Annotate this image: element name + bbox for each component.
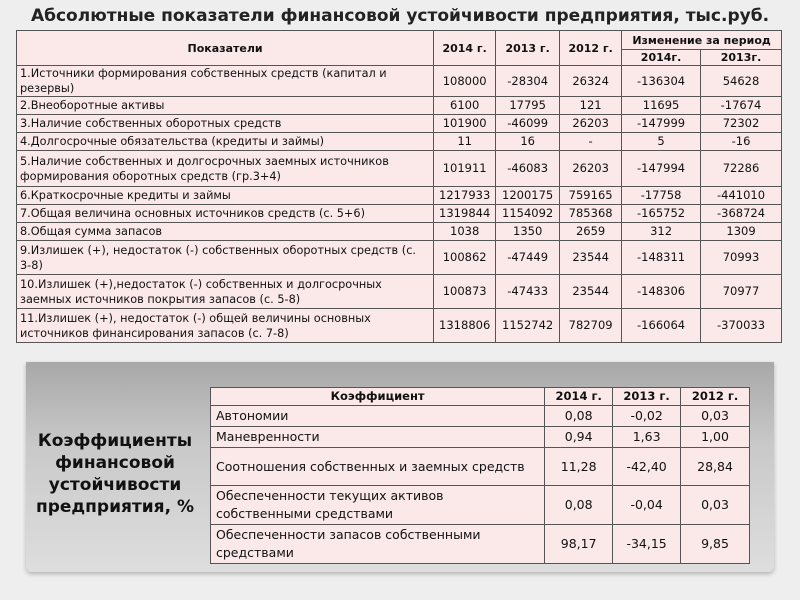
table-row — [211, 525, 750, 564]
table-row — [211, 427, 750, 448]
indicator-label: 1.Источники формирования собственных средств (капитал и резервы) — [17, 66, 434, 97]
value-cell: - — [560, 133, 622, 151]
value-cell: -16 — [701, 133, 782, 151]
header-indicator: Показатели — [17, 31, 434, 66]
value-cell: 1217933 — [434, 187, 496, 205]
header-change: Изменение за период — [622, 31, 782, 50]
value-cell: 1350 — [496, 223, 560, 241]
indicator-label: 2.Внеоборотные активы — [17, 97, 434, 115]
table-row — [211, 486, 750, 525]
table-row — [17, 66, 782, 97]
value-cell: 0,94 — [545, 427, 613, 448]
table-row — [17, 241, 782, 275]
value-cell: -166064 — [622, 309, 701, 343]
value-cell: 9,85 — [681, 525, 750, 564]
value-cell: 101911 — [434, 151, 496, 187]
value-cell: -28304 — [496, 66, 560, 97]
value-cell: -47449 — [496, 241, 560, 275]
value-cell: 11,28 — [545, 448, 613, 486]
value-cell: -47433 — [496, 275, 560, 309]
value-cell: 23544 — [560, 275, 622, 309]
indicator-label: 11.Излишек (+), недостаток (-) общей величины основных источников финансирования запасов (с. 7-8) — [17, 309, 434, 343]
value-cell: 100873 — [434, 275, 496, 309]
header-2012: 2012 г. — [560, 31, 622, 66]
value-cell: -34,15 — [613, 525, 681, 564]
value-cell: 17795 — [496, 97, 560, 115]
value-cell: -17674 — [701, 97, 782, 115]
value-cell: 100862 — [434, 241, 496, 275]
value-cell: -368724 — [701, 205, 782, 223]
indicator-label: 10.Излишек (+),недостаток (-) собственных и долгосрочных заемных источников покрытия запасов (с. 5-8) — [17, 275, 434, 309]
header-change-2013: 2013г. — [701, 50, 782, 66]
value-cell: 1,63 — [613, 427, 681, 448]
table-row — [17, 133, 782, 151]
value-cell: -441010 — [701, 187, 782, 205]
value-cell: -136304 — [622, 66, 701, 97]
coefficients-title: Коэффициенты финансовой устойчивости предприятия, % — [35, 431, 194, 517]
value-cell: 11 — [434, 133, 496, 151]
value-cell: 2659 — [560, 223, 622, 241]
value-cell: 1318806 — [434, 309, 496, 343]
value-cell: -46099 — [496, 115, 560, 133]
coefficient-label: Соотношения собственных и заемных средств — [211, 448, 545, 486]
table-row — [17, 309, 782, 343]
value-cell: -42,40 — [613, 448, 681, 486]
value-cell: 26324 — [560, 66, 622, 97]
indicator-label: 4.Долгосрочные обязательства (кредиты и займы) — [17, 133, 434, 151]
header-2013: 2013 г. — [496, 31, 560, 66]
value-cell: -46083 — [496, 151, 560, 187]
value-cell: 121 — [560, 97, 622, 115]
coefficient-label: Обеспеченности текущих активов собственными средствами — [211, 486, 545, 525]
value-cell: 72286 — [701, 151, 782, 187]
value-cell: 0,03 — [681, 406, 750, 427]
coefficient-label: Обеспеченности запасов собственными средствами — [211, 525, 545, 564]
value-cell: -165752 — [622, 205, 701, 223]
indicator-label: 8.Общая сумма запасов — [17, 223, 434, 241]
value-cell: -148306 — [622, 275, 701, 309]
coefficient-label: Маневренности — [211, 427, 545, 448]
indicator-label: 5.Наличие собственных и долгосрочных заемных источников формирования оборотных средств (гр.3+4) — [17, 151, 434, 187]
value-cell: 0,03 — [681, 486, 750, 525]
indicator-label: 9.Излишек (+), недостаток (-) собственных оборотных средств (с. 3-8) — [17, 241, 434, 275]
value-cell: 1152742 — [496, 309, 560, 343]
table-row — [17, 275, 782, 309]
header-2014: 2014 г. — [545, 388, 613, 406]
table-row — [17, 151, 782, 187]
coefficients-table — [210, 387, 750, 564]
value-cell: 98,17 — [545, 525, 613, 564]
value-cell: 28,84 — [681, 448, 750, 486]
value-cell: -370033 — [701, 309, 782, 343]
value-cell: 16 — [496, 133, 560, 151]
indicator-label: 7.Общая величина основных источников средств (с. 5+6) — [17, 205, 434, 223]
header-2012: 2012 г. — [681, 388, 750, 406]
table-row — [17, 187, 782, 205]
value-cell: -0,02 — [613, 406, 681, 427]
value-cell: 54628 — [701, 66, 782, 97]
value-cell: 6100 — [434, 97, 496, 115]
value-cell: -147999 — [622, 115, 701, 133]
value-cell: 11695 — [622, 97, 701, 115]
header-change-2014: 2014г. — [622, 50, 701, 66]
value-cell: 108000 — [434, 66, 496, 97]
value-cell: 101900 — [434, 115, 496, 133]
value-cell: 23544 — [560, 241, 622, 275]
value-cell: 5 — [622, 133, 701, 151]
value-cell: 0,08 — [545, 486, 613, 525]
value-cell: 70993 — [701, 241, 782, 275]
indicator-label: 3.Наличие собственных оборотных средств — [17, 115, 434, 133]
value-cell: -17758 — [622, 187, 701, 205]
indicator-label: 6.Краткосрочные кредиты и займы — [17, 187, 434, 205]
value-cell: 1309 — [701, 223, 782, 241]
absolute-indicators-table — [16, 30, 782, 343]
page-title: Абсолютные показатели финансовой устойчивости предприятия, тыс.руб. — [30, 6, 770, 26]
value-cell: 26203 — [560, 115, 622, 133]
value-cell: 72302 — [701, 115, 782, 133]
header-coefficient: Коэффициент — [211, 388, 545, 406]
table-row — [17, 97, 782, 115]
value-cell: 312 — [622, 223, 701, 241]
table-row — [211, 406, 750, 427]
table-row — [17, 223, 782, 241]
value-cell: 26203 — [560, 151, 622, 187]
table-row — [17, 115, 782, 133]
value-cell: 782709 — [560, 309, 622, 343]
value-cell: -148311 — [622, 241, 701, 275]
value-cell: 1200175 — [496, 187, 560, 205]
value-cell: 1,00 — [681, 427, 750, 448]
value-cell: 759165 — [560, 187, 622, 205]
value-cell: 1154092 — [496, 205, 560, 223]
value-cell: -147994 — [622, 151, 701, 187]
value-cell: 70977 — [701, 275, 782, 309]
header-2013: 2013 г. — [613, 388, 681, 406]
value-cell: 1038 — [434, 223, 496, 241]
table-row — [17, 205, 782, 223]
value-cell: 785368 — [560, 205, 622, 223]
value-cell: 0,08 — [545, 406, 613, 427]
value-cell: 1319844 — [434, 205, 496, 223]
header-2014: 2014 г. — [434, 31, 496, 66]
coefficient-label: Автономии — [211, 406, 545, 427]
table-row — [211, 448, 750, 486]
value-cell: -0,04 — [613, 486, 681, 525]
